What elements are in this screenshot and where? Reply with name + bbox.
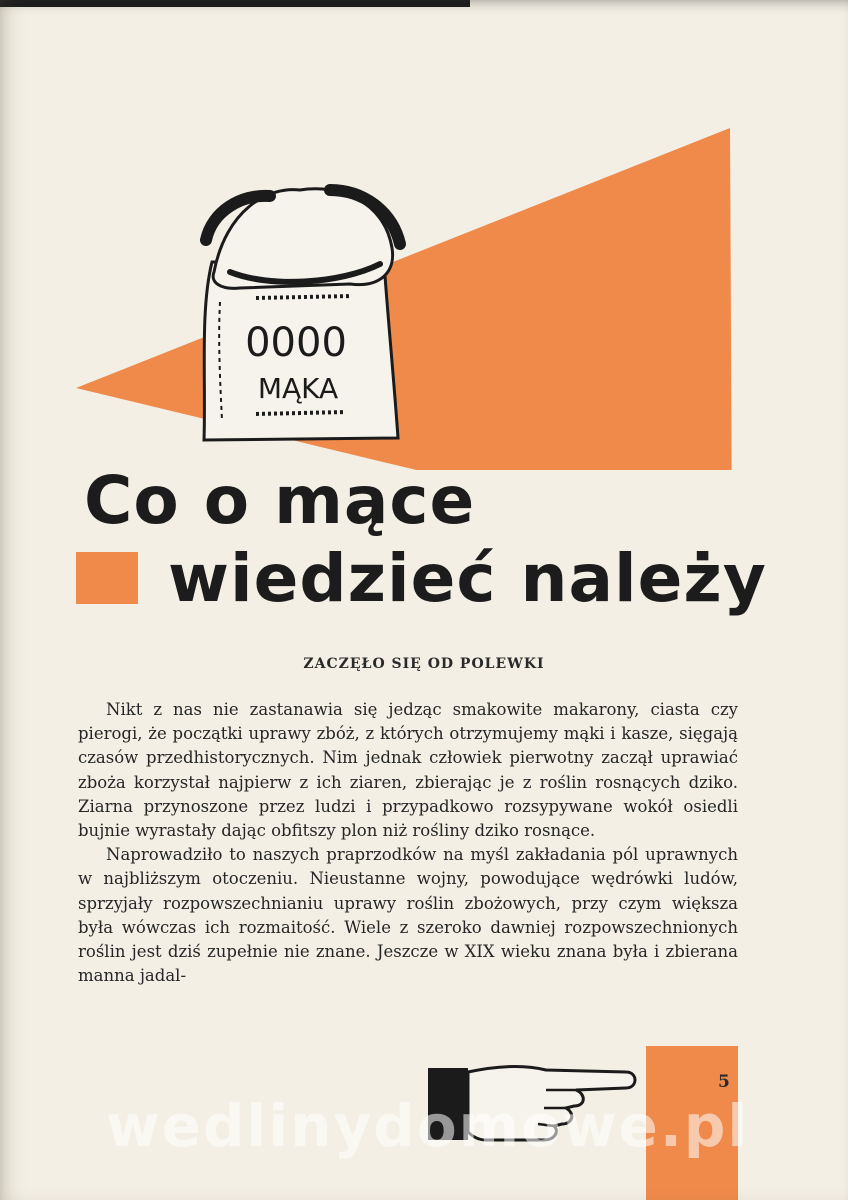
- article-body: [78, 698, 738, 988]
- bag-number: 0000: [245, 320, 347, 366]
- section-subheading: ZACZĘŁO SIĘ OD POLEWKI: [303, 656, 545, 672]
- article-title-line-1: Co o mące: [84, 462, 476, 539]
- watermark: wedlinydomowe.pl: [106, 1092, 750, 1160]
- flour-bag-illustration: [204, 189, 400, 440]
- orange-triangle: [76, 128, 732, 470]
- page-number: 5: [718, 1072, 730, 1092]
- title-orange-square: [76, 552, 138, 604]
- bag-label: MĄKA: [257, 372, 339, 405]
- paragraph-2: Naprowadziło to naszych praprzodków na myśl zakładania pól uprawnych w najbliższym otoczeniu. Nieustanne wojny, powodujące wędrówki ludów, sprzyjały rozpowszechnianiu uprawy roślin zbożowych, przy czym większa była wówczas ich rozmaitość. Wiele z szeroko dawniej rozpowszechnionych roślin jest dziś zupełnie nie znane. Jeszcze w XIX wieku znana była i zbierana manna jadal-: [78, 845, 738, 986]
- paragraph-1: Nikt z nas nie zastanawia się jedząc smakowite makarony, ciasta czy pierogi, że początki uprawy zbóż, z których otrzymujemy mąki i kasze, sięgają czasów przedhistorycznych. Nim jednak człowiek pierwotny zaczął uprawiać zboża korzystał najpierw z ich ziaren, zbierając je z roślin rosnących dziko. Ziarna przynoszone przez ludzi i przypadkowo rozsypywane wokół osiedli bujnie wyrastały dając obfitszy plon niż rośliny dziko rosnące.: [78, 700, 738, 841]
- header-illustration: [0, 0, 848, 470]
- article-title-line-2: wiedzieć należy: [168, 540, 767, 617]
